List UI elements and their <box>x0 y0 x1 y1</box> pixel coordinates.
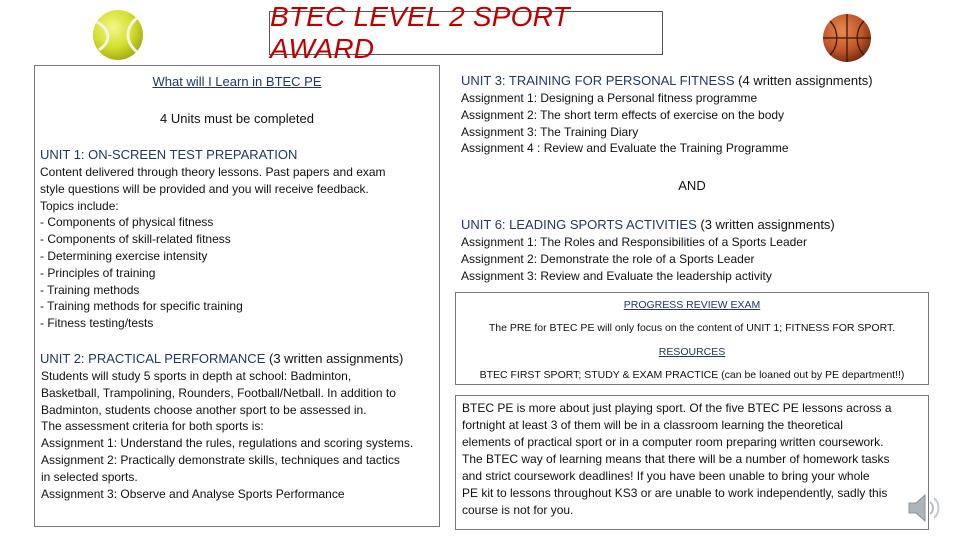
unit6-suffix: (3 written assignments) <box>700 217 835 232</box>
unit3-line: Assignment 3: The Training Diary <box>461 124 639 139</box>
about-line: course is not for you. <box>462 503 574 517</box>
unit3-line: Assignment 4 : Review and Evaluate the Training Programme <box>461 141 789 156</box>
unit1-line: Topics include: <box>40 198 119 213</box>
about-line: PE kit to lessons throughout KS3 or are unable to work independently, sadly this <box>462 486 888 500</box>
unit2-title: UNIT 2: PRACTICAL PERFORMANCE <box>40 351 266 366</box>
and-label: AND <box>678 178 706 193</box>
about-body <box>462 400 928 519</box>
unit1-line: - Determining exercise intensity <box>40 248 208 263</box>
unit6-title: UNIT 6: LEADING SPORTS ACTIVITIES <box>461 217 697 232</box>
resources-heading: RESOURCES <box>658 346 726 358</box>
tennis-ball-icon <box>91 8 145 62</box>
unit2-suffix: (3 written assignments) <box>269 351 404 366</box>
units-note: 4 Units must be completed <box>160 111 314 126</box>
about-line: elements of practical sport or in a computer room preparing written coursework. <box>462 435 884 449</box>
unit2-line: Students will study 5 sports in depth at school: Badminton, <box>41 369 352 383</box>
unit6-heading <box>461 217 835 232</box>
unit1-line: - Components of physical fitness <box>40 215 214 230</box>
progress-heading: PROGRESS REVIEW EXAM <box>623 299 761 311</box>
unit6-line: Assignment 3: Review and Evaluate the leadership activity <box>461 268 772 283</box>
unit1-body <box>40 164 436 332</box>
unit3-heading <box>461 73 873 88</box>
unit2-body <box>41 368 437 502</box>
unit1-line: Content delivered through theory lessons. Past papers and exam <box>40 165 386 179</box>
speaker-icon[interactable] <box>905 490 945 526</box>
progress-heading-wrap <box>455 299 929 311</box>
unit2-line: Assignment 3: Observe and Analyse Sports Performance <box>41 486 345 501</box>
about-line: fortnight at least 3 of them will be in a classroom learning the theoretical <box>462 418 843 432</box>
about-line: BTEC PE is more about just playing sport. Of the five BTEC PE lessons across a <box>462 401 892 415</box>
unit3-title: UNIT 3: TRAINING FOR PERSONAL FITNESS <box>461 73 735 88</box>
unit6-line: Assignment 1: The Roles and Responsibilities of a Sports Leader <box>461 235 807 249</box>
unit2-line: in selected sports. <box>41 469 138 484</box>
progress-text: The PRE for BTEC PE will only focus on the content of UNIT 1; FITNESS FOR SPORT. <box>488 322 896 334</box>
about-line: and strict coursework deadlines! If you have been unable to bring your whole <box>462 469 870 483</box>
unit6-body <box>461 234 931 284</box>
unit2-line: Assignment 1: Understand the rules, regulations and scoring systems. <box>41 436 414 451</box>
unit2-line: Basketball, Trampolining, Rounders, Football/Netball. In addition to <box>41 385 396 400</box>
unit1-line: style questions will be provided and you will receive feedback. <box>40 181 369 196</box>
basketball-icon <box>821 12 873 64</box>
resources-heading-wrap <box>455 346 929 358</box>
unit3-line: Assignment 2: The short term effects of exercise on the body <box>461 107 785 122</box>
unit1-line: - Principles of training <box>40 265 156 280</box>
unit3-line: Assignment 1: Designing a Personal fitness programme <box>461 91 758 105</box>
unit1-line: - Fitness testing/tests <box>40 316 154 331</box>
unit3-body <box>461 90 931 157</box>
unit2-line: Assignment 2: Practically demonstrate skills, techniques and tactics <box>41 452 400 467</box>
about-line: The BTEC way of learning means that there will be a number of homework tasks <box>462 452 890 466</box>
resources-text: BTEC FIRST SPORT; STUDY & EXAM PRACTICE (can be loaned out by PE department!!) <box>479 369 905 381</box>
title-box <box>269 1 663 64</box>
left-heading-wrap <box>34 74 440 89</box>
unit1-line: - Components of skill-related fitness <box>40 232 231 247</box>
unit2-line: The assessment criteria for both sports is: <box>41 419 264 434</box>
unit1-line: - Training methods <box>40 282 140 297</box>
unit3-suffix: (4 written assignments) <box>738 73 873 88</box>
unit2-line: Badminton, students choose another sport to be assessed in. <box>41 402 367 417</box>
unit2-heading <box>40 351 403 366</box>
page-title: BTEC LEVEL 2 SPORT AWARD <box>270 1 570 64</box>
unit1-title: UNIT 1: ON-SCREEN TEST PREPARATION <box>40 147 298 162</box>
left-heading: What will I Learn in BTEC PE <box>152 74 322 89</box>
unit6-line: Assignment 2: Demonstrate the role of a Sports Leader <box>461 251 755 266</box>
unit1-line: - Training methods for specific training <box>40 299 243 314</box>
